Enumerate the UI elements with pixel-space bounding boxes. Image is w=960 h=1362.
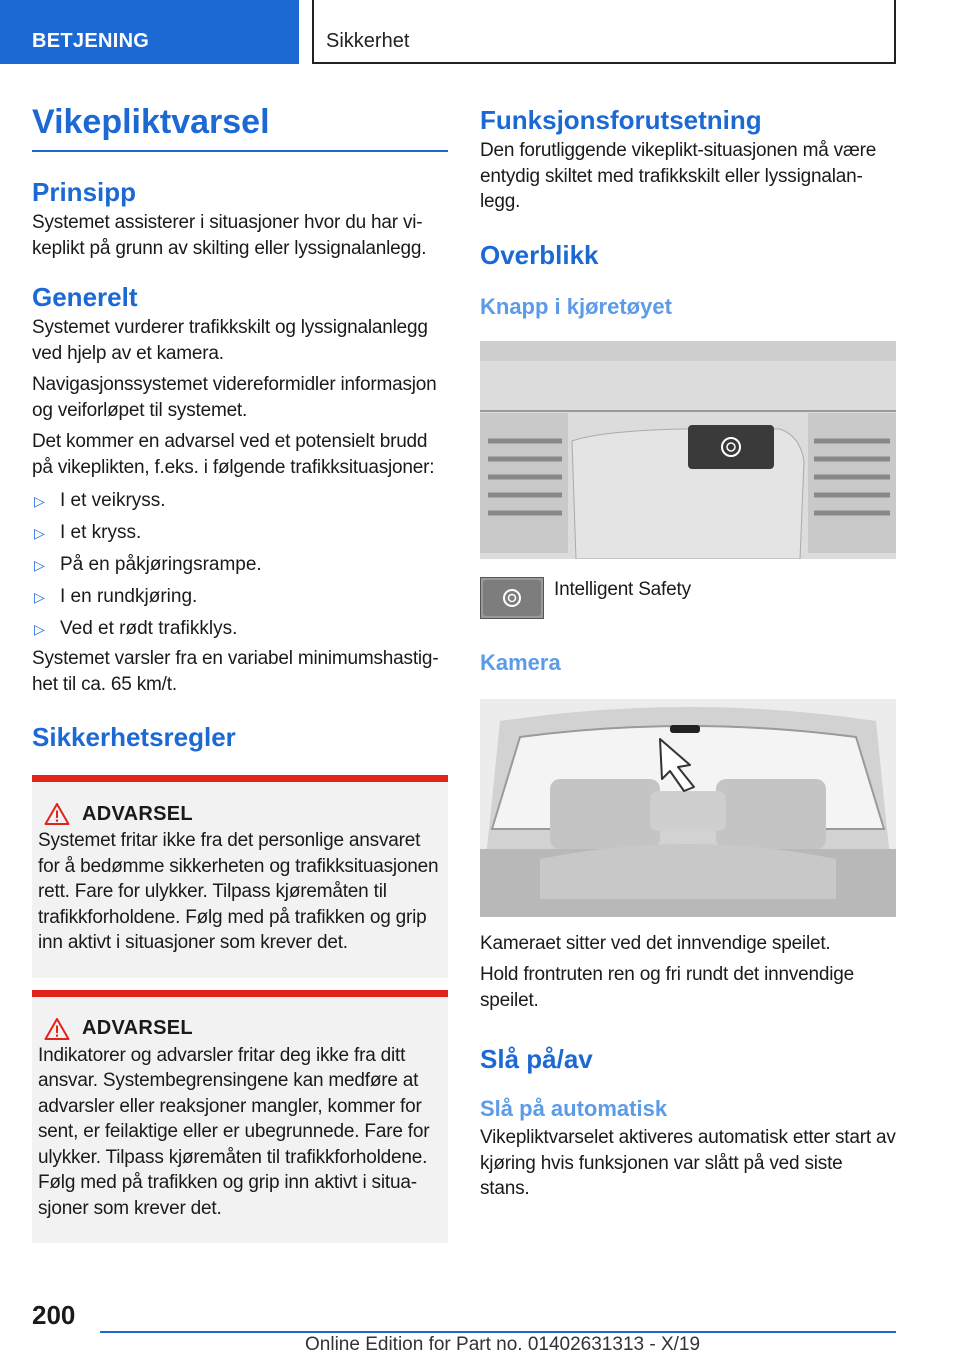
heading-sikkerhetsregler: Sikkerhetsregler	[32, 722, 236, 752]
heading-generelt: Generelt	[32, 282, 138, 312]
list-item: ▷ I et veikryss.	[32, 488, 448, 513]
list-item: ▷ På en påkjøringsrampe.	[32, 552, 448, 577]
text-prinsipp: Systemet assisterer i situasjoner hvor du har vikeplikt på grunn av skilting eller lyssignalanlegg.	[32, 212, 427, 259]
list-item: ▷ Ved et rødt trafikklys.	[32, 616, 448, 641]
header-chapter-label: Sikkerhet	[326, 30, 410, 52]
page-number: 200	[32, 1300, 76, 1330]
warning-triangle-icon	[44, 802, 70, 826]
intelligent-safety-button-icon	[480, 577, 544, 619]
warning-text: Indikatorer og advarsler fritar deg ikke fra ditt ansvar. Systembegrensingene kan medføre at advarsler eller reaksjoner mangler, kommer for sent, er feilaktige eller er ubegrunnede. Fare for ulykker. Tilpass kjøremåten til trafikkforholdene. Følg med på trafikken og grip inn aktivt i situasjoner som krever det.	[38, 1044, 430, 1219]
warning-box-1	[32, 775, 448, 978]
heading-slaa-paa-automatisk: Slå på automatisk	[480, 1096, 668, 1121]
text-generelt-1: Systemet vurderer trafikkskilt og lyssignalanlegg ved hjelp av et kamera.	[32, 317, 428, 364]
list-item: ▷ I en rundkjøring.	[32, 584, 448, 609]
list-item: ▷ I et kryss.	[32, 520, 448, 545]
warning-title: ADVARSEL	[82, 1017, 193, 1039]
camera-location-illustration	[480, 699, 896, 917]
header-chapter-box	[312, 0, 896, 64]
page-title: Vikepliktvarsel	[32, 100, 448, 152]
right-column	[480, 100, 896, 1202]
text-funksjonsforutsetning: Den forutliggende vikeplikt-situasjonen må være entydig skiltet med trafikkskilt eller lyssignalanlegg.	[480, 140, 877, 212]
header-section-label: BETJENING	[32, 30, 150, 52]
warning-box-2	[32, 990, 448, 1244]
heading-kamera: Kamera	[480, 649, 561, 675]
heading-knapp: Knapp i kjøretøyet	[480, 293, 672, 319]
warning-title: ADVARSEL	[82, 802, 193, 825]
triangle-bullet-icon: ▷	[34, 589, 45, 605]
heading-slaa-paa-av: Slå på/av	[480, 1044, 593, 1074]
footer-divider	[100, 1331, 896, 1333]
heading-funksjonsforutsetning: Funksjonsforutsetning	[480, 105, 762, 135]
situation-list	[32, 488, 448, 641]
header-section-tab	[0, 0, 299, 64]
text-generelt-3: Det kommer en advarsel ved et potensielt brudd på vikeplikten, f.eks. i følgende trafikksituasjoner:	[32, 431, 435, 478]
text-kamera-1: Kameraet sitter ved det innvendige speilet.	[480, 932, 831, 954]
triangle-bullet-icon: ▷	[34, 493, 45, 509]
button-label: Intelligent Safety	[554, 578, 691, 600]
left-column	[32, 100, 448, 1243]
button-legend	[480, 577, 896, 619]
warning-text: Systemet fritar ikke fra det personlige ansvaret for å bedømme sikkerheten og trafikksituasjonen rett. Fare for ulykker. Tilpass kjøremåten til trafikkforholdene. Følg med på trafikken og grip inn aktivt i situasjoner som krever det.	[38, 830, 439, 953]
text-generelt-4: Systemet varsler fra en variabel minimumshastighet til ca. 65 km/t.	[32, 648, 439, 695]
text-generelt-2: Navigasjonssystemet videreformidler informasjon og veiforløpet til systemet.	[32, 374, 437, 421]
heading-overblikk: Overblikk	[480, 239, 599, 270]
triangle-bullet-icon: ▷	[34, 557, 45, 573]
button-location-illustration	[480, 341, 896, 559]
text-slaa-paa-automatisk: Vikepliktvarselet aktiveres automatisk etter start av kjøring hvis funksjonen var slått på ved siste stans.	[480, 1127, 896, 1199]
heading-prinsipp: Prinsipp	[32, 177, 137, 207]
text-kamera-2: Hold frontruten ren og fri rundt det innvendige speilet.	[480, 964, 855, 1011]
footer-edition: Online Edition for Part no. 01402631313 - X/19	[305, 1334, 701, 1355]
triangle-bullet-icon: ▷	[34, 525, 45, 541]
warning-triangle-icon	[44, 1017, 70, 1041]
triangle-bullet-icon: ▷	[34, 621, 45, 637]
